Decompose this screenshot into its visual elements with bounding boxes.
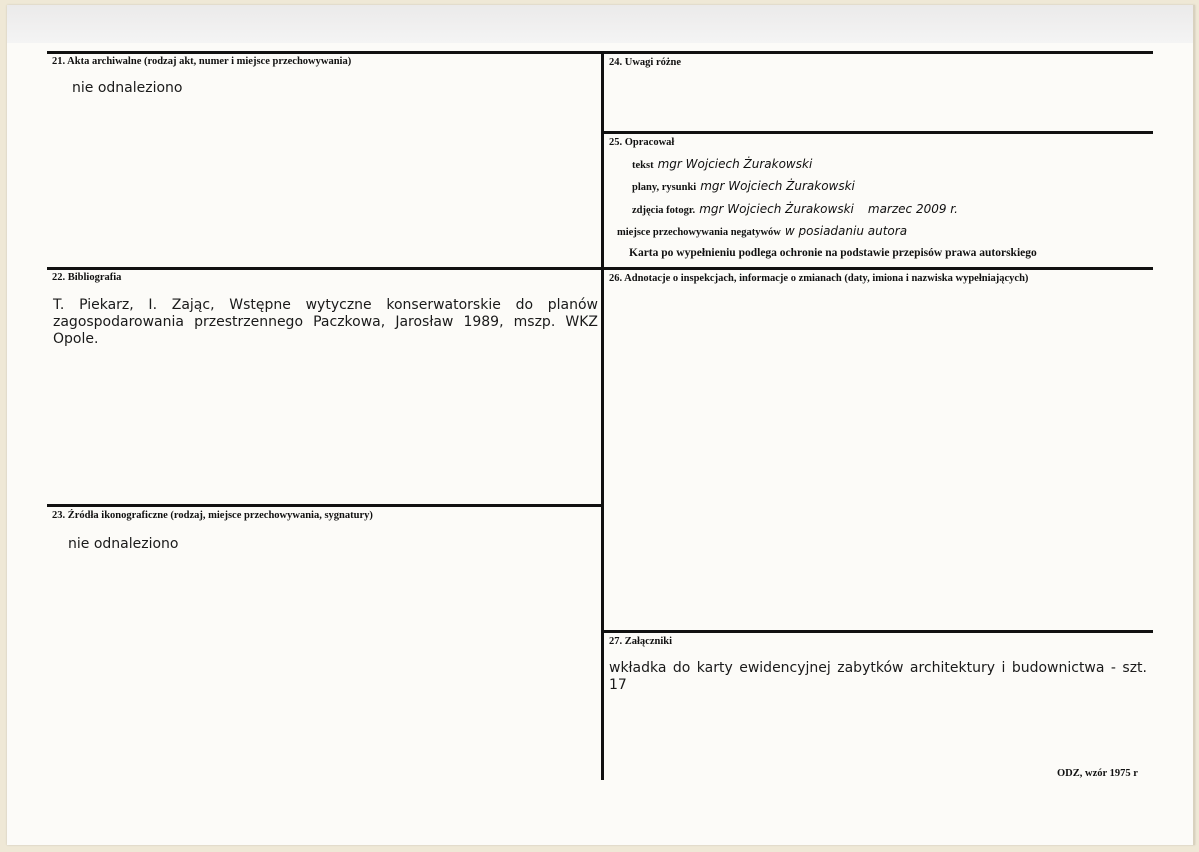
- section-25-plany-row: [632, 179, 855, 193]
- tekst-label: tekst: [632, 160, 654, 171]
- section-27-label: 27. Załączniki: [609, 636, 673, 647]
- middle-divider: [601, 51, 604, 780]
- section-21-label: 21. Akta archiwalne (rodzaj akt, numer i miejsce przechowywania): [52, 56, 352, 67]
- plany-value: mgr Wojciech Żurakowski: [700, 179, 855, 193]
- rule-26-27: [603, 630, 1153, 633]
- section-25-label: 25. Opracował: [609, 137, 675, 148]
- rule-22-23: [47, 504, 603, 507]
- section-22-value: T. Piekarz, I. Zając, Wstępne wytyczne konserwatorskie do planów zagospodarowania przestrzennego Paczkowa, Jarosław 1989, mszp. WKZ Opole.: [53, 297, 598, 347]
- tekst-value: mgr Wojciech Żurakowski: [657, 157, 813, 171]
- miejsce-value: w posiadaniu autora: [784, 224, 908, 238]
- section-21-value: nie odnaleziono: [72, 80, 183, 96]
- copyright-note: Karta po wypełnieniu podlega ochronie na podstawie przepisów prawa autorskiego: [629, 247, 1037, 259]
- section-23-value: nie odnaleziono: [68, 536, 179, 552]
- rule-21-22: [47, 267, 1153, 270]
- zdjecia-date: marzec 2009 r.: [867, 202, 958, 216]
- section-26-label: 26. Adnotacje o inspekcjach, informacje o zmianach (daty, imiona i nazwiska wypełniających): [609, 273, 1029, 284]
- section-25-miejsce-row: [617, 224, 907, 238]
- miejsce-label: miejsce przechowywania negatywów: [617, 227, 781, 238]
- scan-top-band: [7, 5, 1193, 43]
- form-template-note: ODZ, wzór 1975 r: [1057, 768, 1138, 779]
- section-24-label: 24. Uwagi różne: [609, 57, 682, 68]
- zdjecia-label: zdjęcia fotogr.: [632, 205, 696, 216]
- section-23-label: 23. Źródła ikonograficzne (rodzaj, miejsce przechowywania, sygnatury): [52, 510, 373, 521]
- section-22-label: 22. Bibliografia: [52, 272, 122, 283]
- top-rule: [47, 51, 1153, 54]
- zdjecia-value: mgr Wojciech Żurakowski: [699, 202, 854, 216]
- plany-label: plany, rysunki: [632, 182, 697, 193]
- rule-24-25: [603, 131, 1153, 134]
- section-25-zdjecia-row: [632, 202, 958, 216]
- section-27-value: wkładka do karty ewidencyjnej zabytków architektury i budownictwa - szt. 17: [609, 660, 1147, 693]
- section-25-tekst-row: [632, 157, 812, 171]
